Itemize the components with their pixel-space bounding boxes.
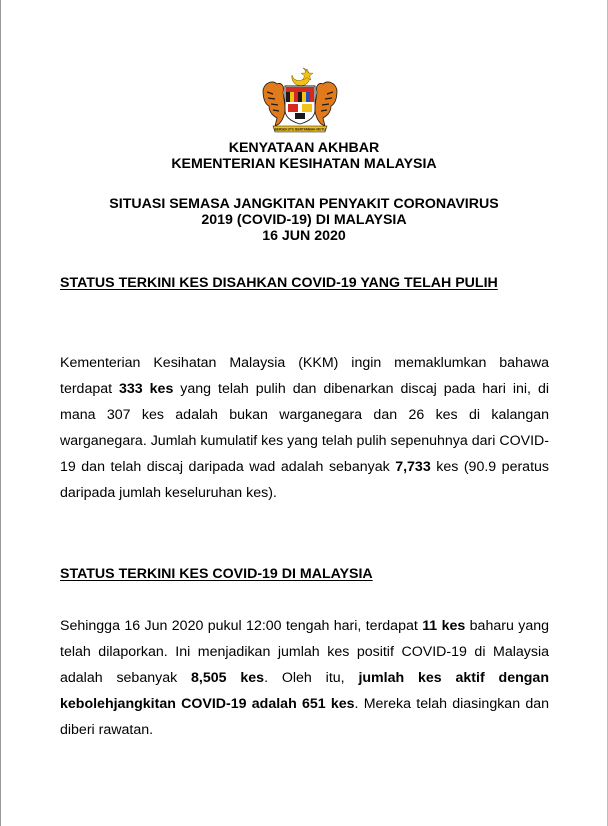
svg-text:BERSEKUTU BERTAMBAH MUTU: BERSEKUTU BERTAMBAH MUTU [274,127,326,132]
document-title [0,196,608,244]
section-recovered-paragraph [60,350,549,506]
press-header [0,140,608,172]
page-edge-left [0,0,1,826]
title-line-2: 2019 (COVID-19) DI MALAYSIA [201,212,407,228]
section-recovered-title: STATUS TERKINI KES DISAHKAN COVID-19 YANG TELAH PULIH [60,275,498,291]
ministry-name: KEMENTERIAN KESIHATAN MALAYSIA [171,156,437,172]
paragraph-text: baharu yang telah dilaporkan. Ini menjadikan jumlah kes positif COVID-19 di Malaysia adalah sebanyak [60,618,549,686]
paragraph-text: yang telah pulih dan dibenarkan discaj pada hari ini, di mana 307 kes adalah bukan warganegara dan 26 kes di kalangan warganegara. Jumlah kumulatif kes yang telah pulih sepenuhnya dari COVID-19 dan telah discaj daripada wad adalah sebanyak [60,381,549,475]
new-cases-count: 11 kes [422,618,466,634]
paragraph-text: . Oleh itu, [264,670,359,686]
press-release-label: KENYATAAN AKHBAR [228,140,380,156]
malaysia-coat-of-arms-icon [259,66,341,134]
section-status-paragraph [60,613,549,743]
paragraph-text: Kementerian Kesihatan Malaysia (KKM) ingin memaklumkan bahawa terdapat [60,355,549,397]
title-line-1: SITUASI SEMASA JANGKITAN PENYAKIT CORONAVIRUS [109,196,499,212]
paragraph-text: Sehingga 16 Jun 2020 pukul 12:00 tengah hari, terdapat [60,618,423,634]
section-status-title: STATUS TERKINI KES COVID-19 DI MALAYSIA [60,566,373,582]
document-date: 16 JUN 2020 [262,228,346,244]
cumulative-recovered-count: 7,733 [395,459,431,475]
recovered-today-count: 333 kes [119,381,174,397]
total-cases-count: 8,505 kes [191,670,265,686]
active-cases-statement: jumlah kes aktif dengan kebolehjangkitan COVID-19 adalah 651 kes [60,670,549,712]
paragraph-text: . Mereka telah diasingkan dan diberi rawatan. [60,696,549,738]
paragraph-text: kes (90.9 peratus daripada jumlah keseluruhan kes). [60,459,550,501]
